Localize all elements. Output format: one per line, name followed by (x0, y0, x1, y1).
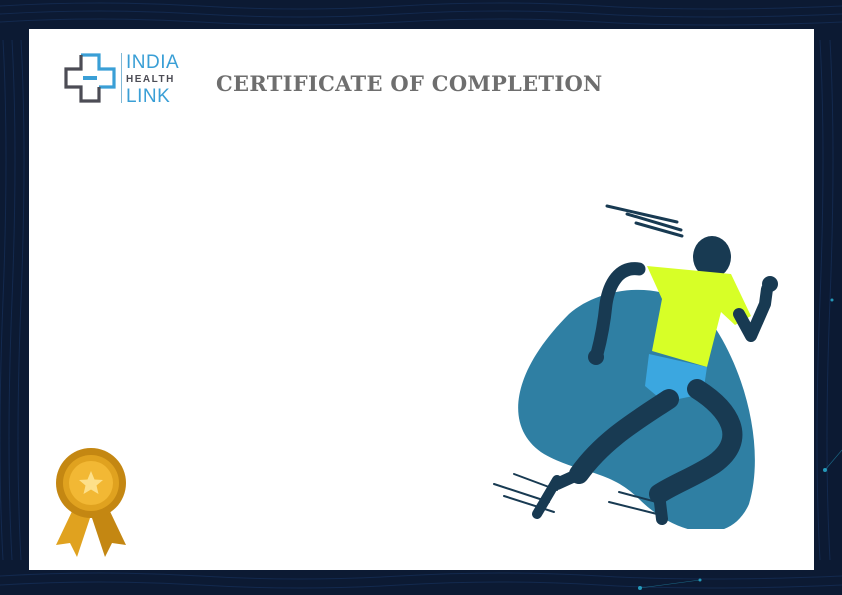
logo-divider (121, 53, 122, 103)
organization-logo (63, 49, 203, 109)
certificate-card (29, 29, 814, 570)
logo-text-link: LINK (126, 86, 171, 107)
medical-cross-icon (63, 52, 117, 104)
runner-illustration (459, 184, 779, 529)
logo-text-health: HEALTH (126, 74, 175, 85)
certificate-title: CERTIFICATE OF COMPLETION (216, 71, 603, 96)
award-medal-icon (53, 445, 129, 561)
logo-text-india: INDIA (126, 52, 180, 73)
